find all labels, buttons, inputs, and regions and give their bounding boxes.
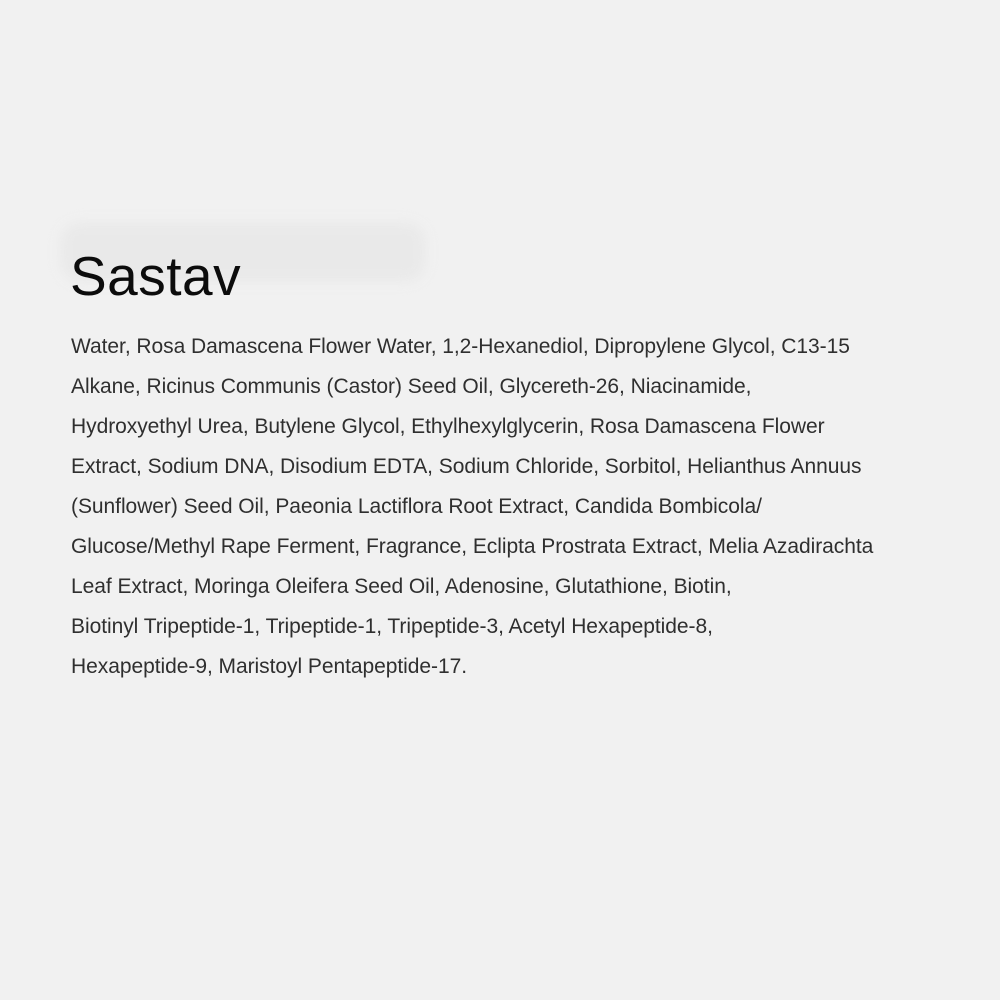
ingredients-line: (Sunflower) Seed Oil, Paeonia Lactiflora Root Extract, Candida Bombicola/ bbox=[71, 495, 762, 518]
ingredients-line: Glucose/Methyl Rape Ferment, Fragrance, Eclipta Prostrata Extract, Melia Azadirachta bbox=[71, 535, 874, 558]
ingredients-line: Extract, Sodium DNA, Disodium EDTA, Sodium Chloride, Sorbitol, Helianthus Annuus bbox=[71, 455, 862, 478]
ingredients-line: Biotinyl Tripeptide-1, Tripeptide-1, Tripeptide-3, Acetyl Hexapeptide-8, bbox=[71, 615, 713, 638]
ingredients-line: Alkane, Ricinus Communis (Castor) Seed Oil, Glycereth-26, Niacinamide, bbox=[71, 375, 752, 398]
ingredients-line: Leaf Extract, Moringa Oleifera Seed Oil, Adenosine, Glutathione, Biotin, bbox=[71, 575, 732, 598]
ingredients-line: Water, Rosa Damascena Flower Water, 1,2-Hexanediol, Dipropylene Glycol, C13-15 bbox=[71, 335, 850, 358]
ingredients-list bbox=[71, 327, 951, 687]
page-title: Sastav bbox=[70, 245, 242, 307]
ingredients-line: Hexapeptide-9, Maristoyl Pentapeptide-17. bbox=[71, 655, 468, 678]
ingredients-line: Hydroxyethyl Urea, Butylene Glycol, Ethylhexylglycerin, Rosa Damascena Flower bbox=[71, 415, 825, 438]
